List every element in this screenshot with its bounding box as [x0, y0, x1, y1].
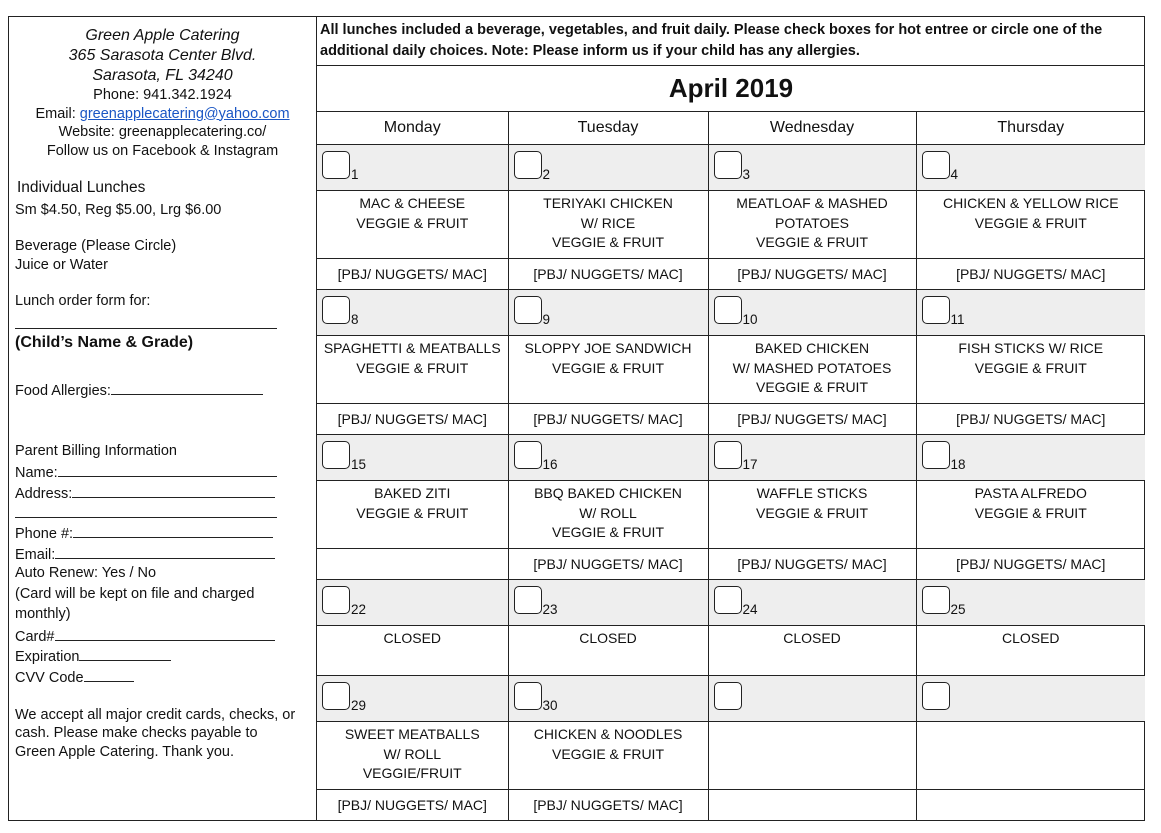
alternate-choices[interactable]	[708, 790, 916, 821]
menu-row	[317, 191, 1145, 259]
weekday-header: Thursday	[916, 112, 1145, 145]
entree-checkbox[interactable]	[514, 296, 542, 324]
date-cell	[708, 676, 916, 722]
date-number: 25	[950, 602, 966, 617]
menu-line: SPAGHETTI & MEATBALLS	[323, 340, 501, 356]
menu-cell	[916, 191, 1145, 259]
month-title: April 2019	[317, 65, 1145, 112]
date-row	[317, 290, 1145, 336]
entree-checkbox[interactable]	[922, 151, 950, 179]
alternate-choices[interactable]	[317, 549, 508, 580]
entree-checkbox[interactable]	[714, 586, 742, 614]
menu-cell	[508, 481, 708, 549]
menu-line: BBQ BAKED CHICKEN	[534, 485, 682, 501]
address-label: Address:	[15, 486, 73, 502]
billing-address-field[interactable]	[15, 483, 275, 504]
alternate-choice-row	[317, 790, 1145, 821]
billing-title: Parent Billing Information	[15, 443, 177, 459]
date-number: 24	[742, 602, 758, 617]
entree-checkbox[interactable]	[714, 151, 742, 179]
entree-checkbox[interactable]	[322, 441, 350, 469]
menu-cell	[708, 336, 916, 404]
menu-line: VEGGIE & FRUIT	[755, 234, 868, 250]
payment-note-3: Green Apple Catering. Thank you.	[15, 744, 234, 760]
menu-line: CLOSED	[383, 630, 442, 646]
date-cell	[708, 435, 916, 481]
menu-line: VEGGIE & FRUIT	[755, 379, 868, 395]
entree-checkbox[interactable]	[714, 682, 742, 710]
menu-cell	[708, 722, 916, 790]
date-row	[317, 145, 1145, 191]
date-number: 9	[542, 312, 551, 327]
menu-table	[317, 112, 1145, 820]
cvv-field[interactable]	[15, 667, 134, 688]
alternate-choices[interactable]	[916, 790, 1145, 821]
weekday-header: Monday	[317, 112, 508, 145]
weekday-header: Tuesday	[508, 112, 708, 145]
billing-phone-field[interactable]	[15, 523, 273, 544]
menu-line: CHICKEN & NOODLES	[533, 726, 683, 742]
date-cell	[916, 435, 1145, 481]
menu-cell	[708, 191, 916, 259]
menu-line: W/ MASHED POTATOES	[732, 359, 892, 376]
entree-checkbox[interactable]	[322, 151, 350, 179]
date-number: 16	[542, 457, 558, 472]
card-number-field[interactable]	[15, 626, 275, 647]
auto-renew-option[interactable]: Auto Renew: Yes / No	[15, 565, 157, 581]
menu-line: FISH STICKS W/ RICE	[958, 340, 1104, 356]
allergies-label: Food Allergies:	[15, 383, 111, 399]
expiration-label: Expiration	[15, 649, 80, 665]
email-link[interactable]: greenapplecatering@yahoo.com	[79, 105, 290, 122]
date-number: 30	[542, 698, 558, 713]
menu-line: CLOSED	[1001, 630, 1060, 646]
menu-cell	[916, 481, 1145, 549]
menu-line: VEGGIE & FRUIT	[755, 504, 868, 521]
cvv-label: CVV Code	[15, 670, 84, 686]
menu-row	[317, 336, 1145, 404]
menu-line: W/ ROLL	[383, 745, 442, 762]
menu-line: CHICKEN & YELLOW RICE	[942, 195, 1119, 211]
expiration-field[interactable]	[15, 646, 171, 667]
lunches-title: Individual Lunches	[17, 179, 146, 196]
entree-checkbox[interactable]	[322, 296, 350, 324]
entree-checkbox[interactable]	[714, 441, 742, 469]
entree-checkbox[interactable]	[322, 586, 350, 614]
menu-cell	[317, 191, 508, 259]
menu-line: VEGGIE/FRUIT	[362, 765, 462, 781]
menu-line: TERIYAKI CHICKEN	[543, 195, 673, 211]
date-cell	[317, 145, 508, 191]
menu-line: W/ ROLL	[579, 504, 637, 521]
card-note-1: (Card will be kept on file and charged	[15, 586, 255, 602]
date-cell	[708, 580, 916, 626]
beverage-title: Beverage (Please Circle)	[15, 238, 177, 254]
date-number: 11	[950, 312, 965, 327]
phone-label: Phone #:	[15, 526, 74, 542]
date-cell	[708, 290, 916, 336]
card-label: Card#	[15, 629, 55, 645]
company-phone: Phone: 941.342.1924	[93, 87, 232, 103]
date-number: 2	[542, 167, 551, 182]
order-for-label: Lunch order form for:	[15, 293, 151, 309]
date-row	[317, 435, 1145, 481]
menu-line: VEGGIE & FRUIT	[551, 524, 664, 540]
menu-line: CLOSED	[579, 630, 637, 646]
date-row	[317, 676, 1145, 722]
menu-row	[317, 626, 1145, 676]
date-cell	[508, 676, 708, 722]
alternate-choices[interactable]: [PBJ/ NUGGETS/ MAC]	[508, 259, 708, 290]
entree-checkbox[interactable]	[514, 151, 542, 179]
menu-calendar	[317, 16, 1145, 821]
date-cell	[916, 145, 1145, 191]
menu-cell	[508, 191, 708, 259]
date-cell	[916, 676, 1145, 722]
date-number: 18	[950, 457, 966, 472]
menu-cell	[708, 481, 916, 549]
date-number: 10	[742, 312, 758, 327]
alternate-choices[interactable]: [PBJ/ NUGGETS/ MAC]	[708, 404, 916, 435]
date-cell	[508, 580, 708, 626]
date-cell	[916, 580, 1145, 626]
beverage-options: Juice or Water	[15, 257, 108, 273]
entree-checkbox[interactable]	[922, 586, 950, 614]
entree-checkbox[interactable]	[922, 682, 950, 710]
alternate-choices[interactable]: [PBJ/ NUGGETS/ MAC]	[317, 259, 508, 290]
entree-checkbox[interactable]	[514, 682, 542, 710]
company-header	[8, 26, 317, 160]
menu-line: VEGGIE & FRUIT	[356, 504, 469, 521]
email-label: Email:	[35, 105, 76, 122]
weekday-header-row	[317, 112, 1145, 145]
menu-cell	[317, 722, 508, 790]
alternate-choices[interactable]: [PBJ/ NUGGETS/ MAC]	[508, 549, 708, 580]
date-number: 1	[351, 167, 359, 182]
menu-line: VEGGIE & FRUIT	[974, 214, 1087, 231]
menu-cell	[317, 626, 508, 676]
company-email	[8, 105, 317, 124]
menu-line: SLOPPY JOE SANDWICH	[524, 340, 692, 356]
date-number: 22	[351, 602, 367, 617]
alternate-choices[interactable]: [PBJ/ NUGGETS/ MAC]	[317, 404, 508, 435]
menu-line: VEGGIE & FRUIT	[551, 745, 664, 762]
payment-note-1: We accept all major credit cards, checks, or	[15, 707, 296, 723]
alternate-choices[interactable]: [PBJ/ NUGGETS/ MAC]	[508, 404, 708, 435]
date-number: 8	[351, 312, 359, 327]
entree-checkbox[interactable]	[922, 296, 950, 324]
menu-cell	[508, 722, 708, 790]
alternate-choices[interactable]: [PBJ/ NUGGETS/ MAC]	[708, 549, 916, 580]
date-cell	[916, 290, 1145, 336]
menu-cell	[508, 626, 708, 676]
menu-line: VEGGIE & FRUIT	[356, 359, 469, 376]
date-cell	[317, 435, 508, 481]
alternate-choices[interactable]: [PBJ/ NUGGETS/ MAC]	[916, 404, 1145, 435]
date-cell	[708, 145, 916, 191]
menu-cell	[508, 336, 708, 404]
date-cell	[317, 676, 508, 722]
billing-address-line-2[interactable]	[15, 503, 277, 524]
entree-checkbox[interactable]	[714, 296, 742, 324]
menu-cell	[916, 336, 1145, 404]
menu-line: VEGGIE & FRUIT	[974, 359, 1087, 376]
alternate-choices[interactable]: [PBJ/ NUGGETS/ MAC]	[916, 259, 1145, 290]
menu-line: MEATLOAF & MASHED	[736, 195, 888, 211]
menu-line: VEGGIE & FRUIT	[356, 214, 469, 231]
billing-email-field[interactable]	[15, 544, 275, 565]
alternate-choices[interactable]: [PBJ/ NUGGETS/ MAC]	[708, 259, 916, 290]
company-address-1: 365 Sarasota Center Blvd.	[68, 47, 257, 64]
date-number: 15	[351, 457, 367, 472]
date-number: 3	[742, 167, 751, 182]
date-cell	[508, 145, 708, 191]
menu-cell	[317, 336, 508, 404]
menu-line: MAC & CHEESE	[359, 195, 466, 211]
entree-checkbox[interactable]	[322, 682, 350, 710]
entree-checkbox[interactable]	[514, 441, 542, 469]
billing-name-field[interactable]	[15, 462, 277, 483]
date-cell	[508, 290, 708, 336]
entree-checkbox[interactable]	[514, 586, 542, 614]
info-sidebar	[8, 16, 317, 821]
payment-note-2: cash. Please make checks payable to	[15, 725, 258, 741]
alternate-choice-row	[317, 259, 1145, 290]
date-cell	[317, 290, 508, 336]
company-social: Follow us on Facebook & Instagram	[46, 142, 279, 159]
date-cell	[508, 435, 708, 481]
card-note-2: monthly)	[15, 606, 71, 622]
menu-row	[317, 481, 1145, 549]
child-name-field[interactable]	[15, 314, 277, 335]
calendar-note: All lunches included a beverage, vegetables, and fruit daily. Please check boxes for hot entree or circle one of the additional daily choices. Note: Please inform us if your child has any allergies.	[320, 22, 1103, 59]
entree-checkbox[interactable]	[922, 441, 950, 469]
date-number: 29	[351, 698, 367, 713]
menu-line: CLOSED	[783, 630, 841, 646]
menu-line: BAKED CHICKEN	[754, 340, 870, 356]
menu-line: WAFFLE STICKS	[756, 485, 868, 501]
date-number: 23	[542, 602, 558, 617]
menu-line: BAKED ZITI	[374, 485, 451, 501]
menu-line: VEGGIE & FRUIT	[551, 234, 664, 250]
weekday-header: Wednesday	[708, 112, 916, 145]
date-number: 17	[742, 457, 758, 472]
lunch-prices: Sm $4.50, Reg $5.00, Lrg $6.00	[15, 202, 222, 218]
alternate-choices[interactable]: [PBJ/ NUGGETS/ MAC]	[916, 549, 1145, 580]
company-website: Website: greenapplecatering.co/	[58, 124, 267, 140]
menu-line: W/ RICE	[580, 214, 636, 231]
menu-cell	[916, 722, 1145, 790]
alternate-choices[interactable]: [PBJ/ NUGGETS/ MAC]	[317, 790, 508, 821]
date-number: 4	[950, 167, 959, 182]
date-row	[317, 580, 1145, 626]
name-label: Name:	[15, 465, 58, 481]
alternate-choice-row	[317, 404, 1145, 435]
menu-row	[317, 722, 1145, 790]
alternate-choices[interactable]: [PBJ/ NUGGETS/ MAC]	[508, 790, 708, 821]
child-name-label: (Child’s Name & Grade)	[15, 334, 194, 351]
menu-line: VEGGIE & FRUIT	[551, 359, 664, 376]
date-cell	[317, 580, 508, 626]
company-address-2: Sarasota, FL 34240	[92, 67, 233, 84]
menu-line: PASTA ALFREDO	[974, 485, 1087, 501]
menu-cell	[708, 626, 916, 676]
alternate-choice-row	[317, 549, 1145, 580]
email-field-label: Email:	[15, 547, 56, 563]
allergies-field[interactable]	[15, 380, 263, 401]
menu-line: SWEET MEATBALLS	[344, 726, 480, 742]
menu-line: POTATOES	[775, 214, 849, 231]
menu-line: VEGGIE & FRUIT	[974, 504, 1087, 521]
menu-cell	[916, 626, 1145, 676]
company-name: Green Apple Catering	[85, 27, 240, 44]
menu-cell	[317, 481, 508, 549]
